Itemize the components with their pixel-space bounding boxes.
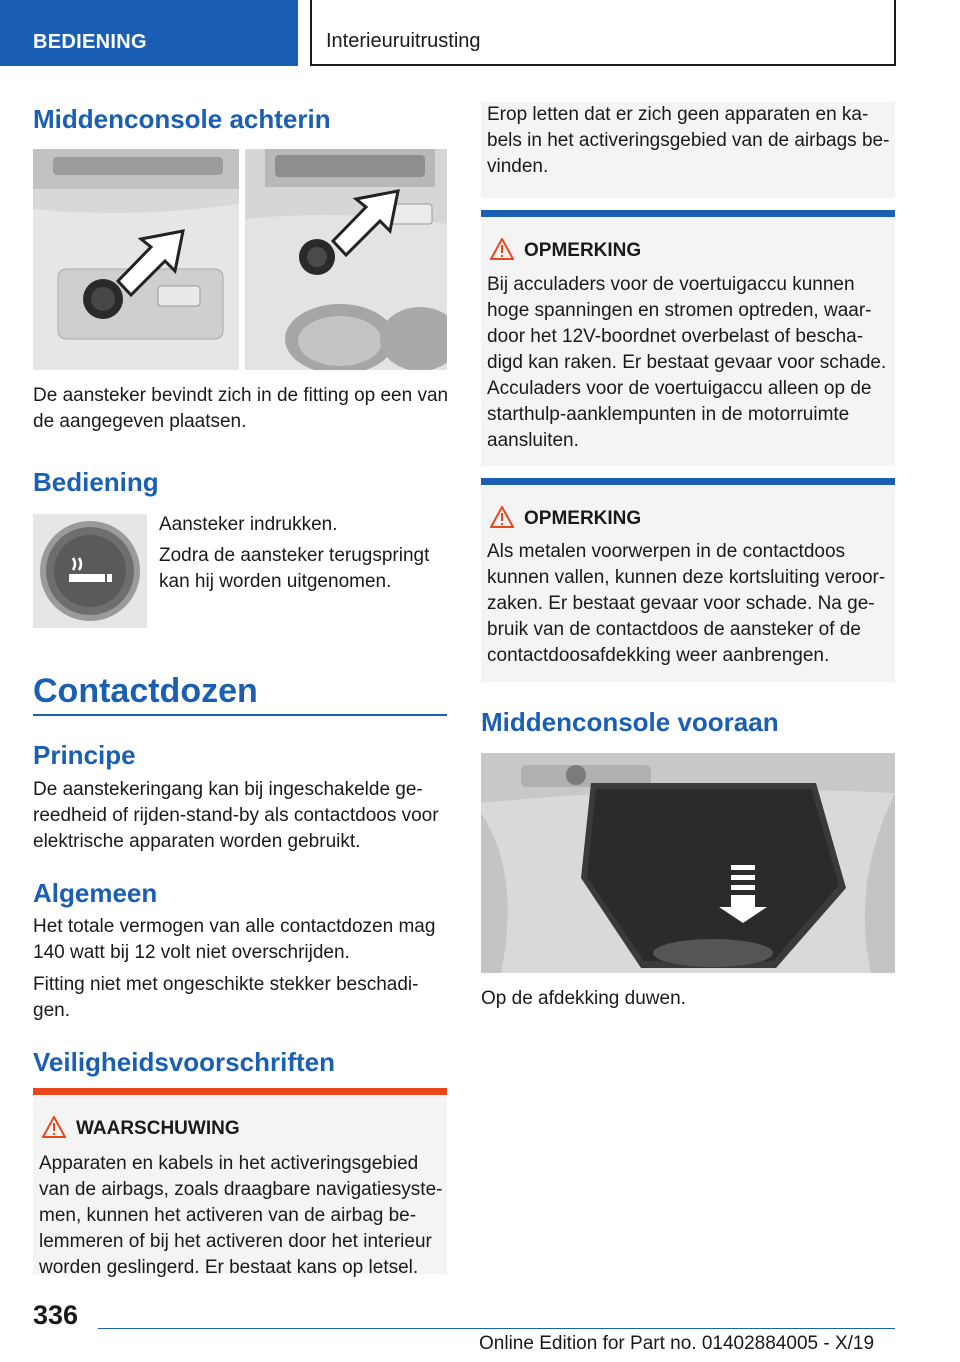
front-console-illustration xyxy=(481,753,895,973)
rear-console-right-illustration xyxy=(245,149,447,370)
warning-triangle-icon xyxy=(42,1116,66,1138)
note-box-metal-objects xyxy=(481,478,895,682)
section-tab: BEDIENING xyxy=(0,0,298,66)
photo-rear-console-left xyxy=(33,149,239,370)
warning-triangle-icon xyxy=(490,506,514,528)
warning-box xyxy=(33,1088,447,1278)
note-heading: OPMERKING xyxy=(524,240,642,261)
photo-rear-console-right xyxy=(245,149,447,370)
heading-bediening: Bediening xyxy=(33,467,159,497)
heading-middenconsole-vooraan: Middenconsole vooraan xyxy=(481,707,779,737)
heading-middenconsole-achterin: Middenconsole achterin xyxy=(33,104,331,134)
text-remove-lighter: Zodra de aansteker terugspringt kan hij worden uitgenomen. xyxy=(159,545,430,592)
note-box-battery-charger xyxy=(481,210,895,466)
note-bar xyxy=(481,478,895,485)
warning-triangle-icon xyxy=(490,238,514,260)
warning-continuation-text: Erop letten dat er zich geen apparaten en ka- bels in het activeringsgebied van de airbags be- vinden. xyxy=(487,104,890,177)
note-heading: OPMERKING xyxy=(524,508,642,529)
note-bar xyxy=(481,210,895,217)
warning-bar xyxy=(33,1088,447,1095)
warning-text: Apparaten en kabels in het activeringsgebied van de airbags, zoals draagbare navigatiesyste- men, kunnen het activeren van de airbag be- lemmeren of bij het activeren door het interieur worden geslingerd. Er bestaat kans op letsel. xyxy=(39,1153,443,1278)
heading-algemeen: Algemeen xyxy=(33,878,158,908)
chapter-title: Interieuruitrusting xyxy=(310,0,896,66)
photo-front-console xyxy=(481,753,895,973)
photo-lighter-button xyxy=(33,514,147,628)
heading-veiligheidsvoorschriften: Veiligheidsvoorschriften xyxy=(33,1047,335,1077)
note-text-metal-objects: Als metalen voorwerpen in de contactdoos kunnen vallen, kunnen deze kortsluiting veroor- zaken. Er bestaat gevaar voor schade. Na ge- bruik van de contactdoos de aansteker of de contactdoosafdekking weer aanbrengen. xyxy=(487,541,886,666)
heading-contactdozen: Contactdozen xyxy=(33,672,258,710)
text-principle: De aanstekeringang kan bij ingeschakelde ge- reedheid of rijden-stand-by als contactdoos voor elektrische apparaten worden gebruikt. xyxy=(33,779,439,852)
heading-rule xyxy=(33,714,447,716)
text-general-fitting: Fitting niet met ongeschikte stekker beschadi- gen. xyxy=(33,974,419,1021)
page-header xyxy=(0,0,960,66)
warning-heading: WAARSCHUWING xyxy=(76,1118,240,1139)
text-general-power: Het totale vermogen van alle contactdozen mag 140 watt bij 12 volt niet overschrijden. xyxy=(33,916,436,963)
page-number: 336 xyxy=(33,1300,79,1330)
lighter-icon xyxy=(33,514,147,628)
footer-rule xyxy=(98,1328,895,1329)
edition-footer: Online Edition for Part no. 01402884005 - X/19 xyxy=(479,1333,875,1354)
warning-continuation-box xyxy=(481,102,895,198)
text-push-cover: Op de afdekking duwen. xyxy=(481,988,686,1009)
note-text-battery-charger: Bij acculaders voor de voertuigaccu kunnen hoge spanningen en stromen optreden, waar- door het 12V-boordnet overbelast of bescha- digd kan raken. Er bestaat gevaar voor schade. Acculaders voor de voertuigaccu alleen op de starthulp-aanklempunten in de motorruimte aansluiten. xyxy=(487,274,887,451)
rear-console-left-illustration xyxy=(33,149,239,370)
heading-principe: Principe xyxy=(33,740,136,770)
text-press-lighter: Aansteker indrukken. xyxy=(159,514,338,535)
text-lighter-location: De aansteker bevindt zich in de fitting op een van de aangegeven plaatsen. xyxy=(33,385,449,432)
